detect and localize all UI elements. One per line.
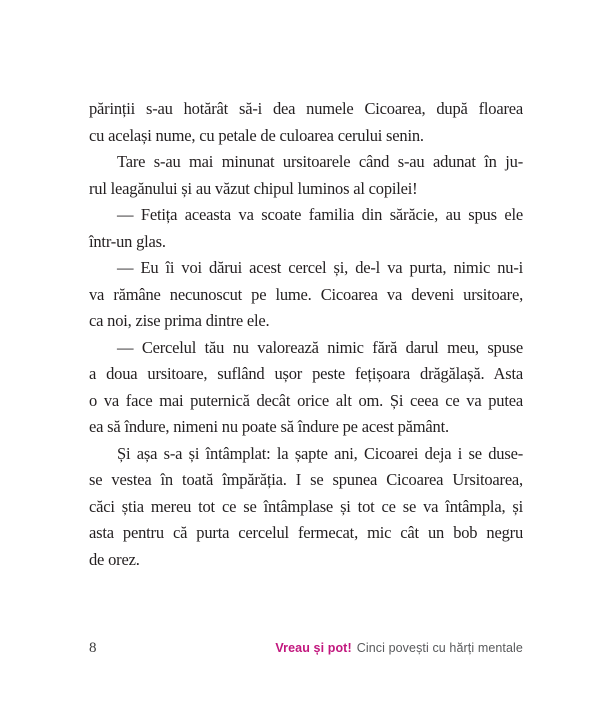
text-line: se vestea în toată împărăția. I se spunea Cicoarea Ursitoarea, — [89, 470, 523, 489]
text-line: rul leagănului și au văzut chipul luminos al copilei! — [89, 178, 418, 198]
text-line: — Eu îi voi dărui acest cercel și, de-l va purta, nimic nu-i — [117, 258, 523, 277]
text-line: căci știa mereu tot ce se întâmplase și tot ce se va întâmpla, și — [89, 496, 523, 516]
footer — [89, 640, 523, 657]
text-line: într-un glas. — [89, 231, 166, 251]
text-line: cu același nume, cu petale de culoarea cerului senin. — [89, 125, 424, 145]
text-line: Și așa s-a și întâmplat: la șapte ani, Cicoarei deja i se duse- — [117, 443, 523, 463]
text-line: ea să îndure, nimeni nu poate să îndure pe acest pământ. — [89, 417, 449, 436]
text-line: Tare s-au mai minunat ursitoarele când s-au adunat în ju- — [117, 152, 523, 171]
text-line: ca noi, zise prima dintre ele. — [89, 311, 270, 330]
text-block — [89, 96, 523, 573]
paragraph — [89, 96, 523, 149]
book-subtitle: Cinci povești cu hărți mentale — [356, 641, 523, 655]
paragraph — [89, 335, 523, 441]
text-line: a doua ursitoare, suflând ușor peste fețișoara drăgălașă. Asta — [89, 364, 523, 383]
paragraph — [89, 255, 523, 335]
text-line: — Fetița aceasta va scoate familia din sărăcie, au spus ele — [117, 205, 523, 224]
running-footer — [275, 641, 523, 655]
paragraph — [89, 149, 523, 202]
book-title: Vreau și pot! — [275, 641, 352, 655]
text-line: — Cercelul tău nu valorează nimic fără darul meu, spuse — [117, 337, 523, 357]
text-line: va rămâne necunoscut pe lume. Cicoarea va deveni ursitoare, — [89, 284, 523, 304]
text-line: de orez. — [89, 549, 140, 569]
page-number: 8 — [89, 640, 97, 656]
text-line: părinții s-au hotărât să-i dea numele Cicoarea, după floarea — [89, 99, 523, 118]
paragraph — [89, 202, 523, 255]
paragraph — [89, 441, 523, 574]
text-line: o va face mai puternică decât orice alt om. Și ceea ce va putea — [89, 390, 523, 410]
text-line: asta pentru că purta cercelul fermecat, mic cât un bob negru — [89, 523, 523, 542]
